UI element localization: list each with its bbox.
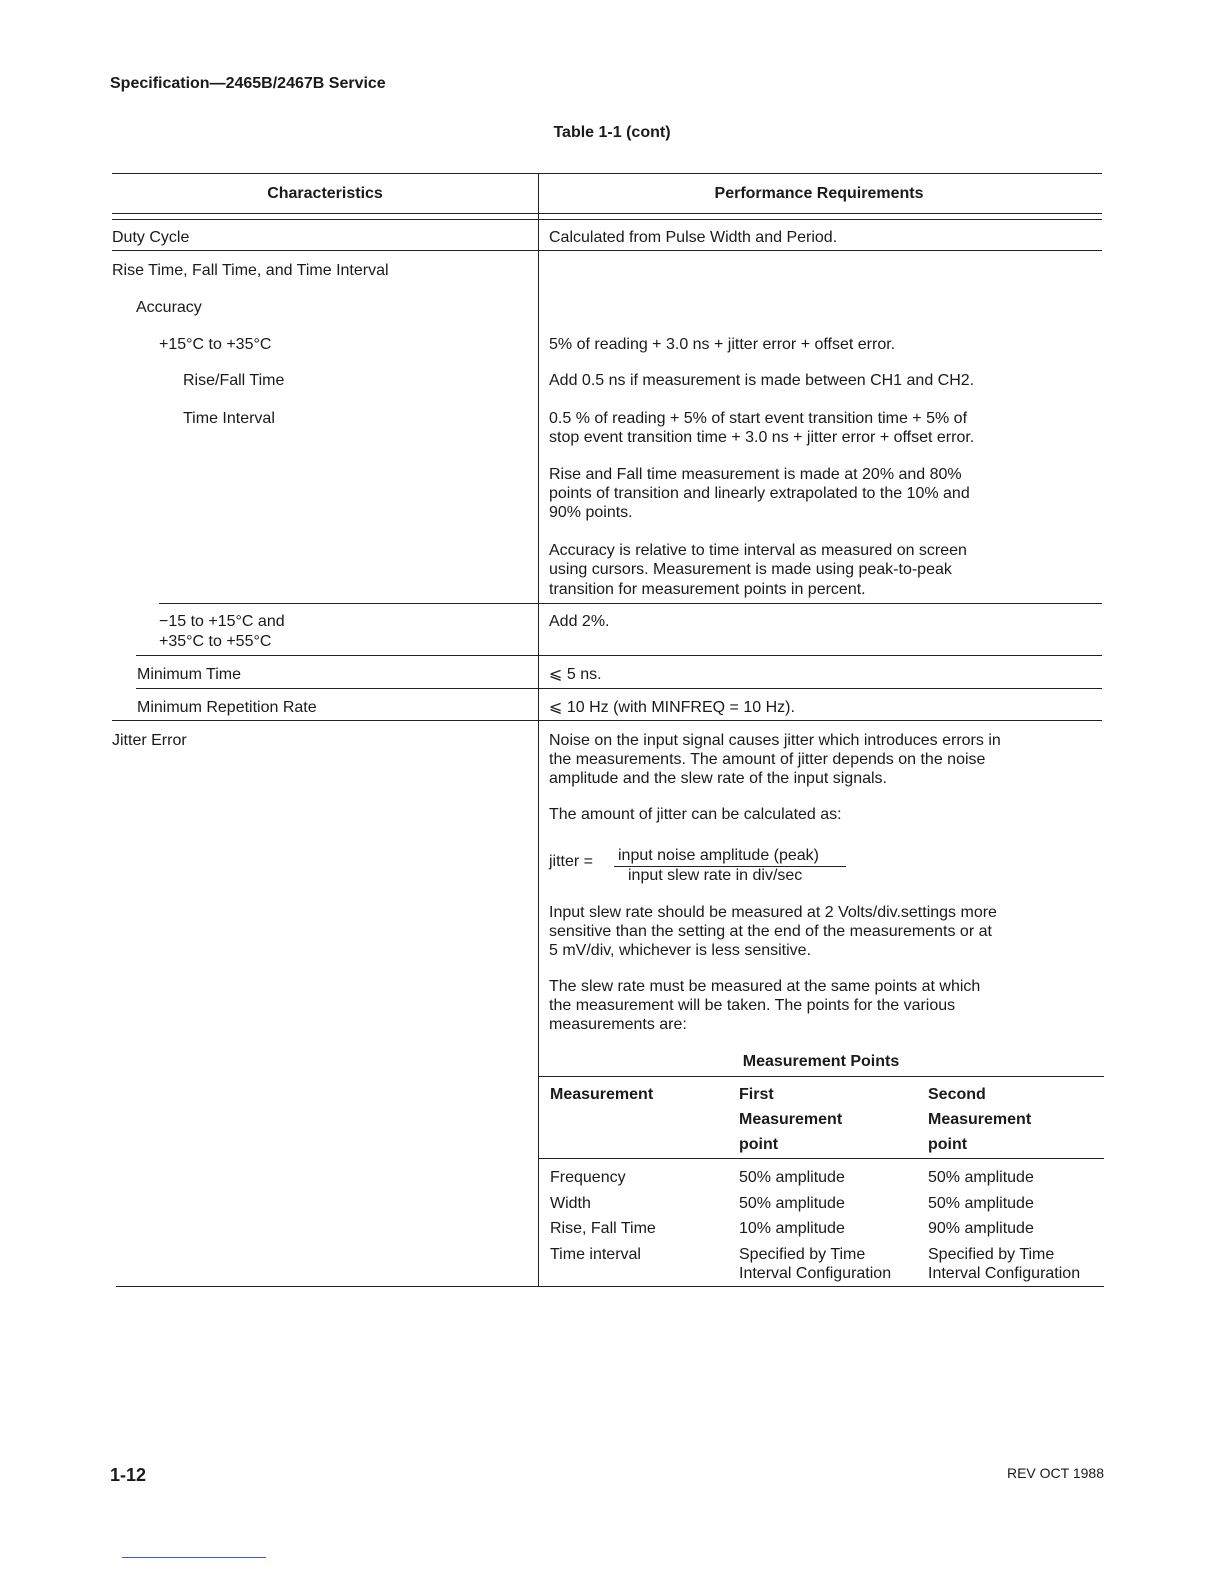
- jitter-text-line: sensitive than the setting at the end of the measurements or at: [549, 923, 992, 940]
- subtable-cell: Specified by Time: [928, 1246, 1055, 1263]
- duty-cycle-requirement: Calculated from Pulse Width and Period.: [549, 229, 838, 246]
- header-rule-2: [112, 219, 1102, 220]
- subtable-cell: 50% amplitude: [739, 1195, 845, 1212]
- row-rule: [136, 688, 1102, 689]
- subtable-cell: Width: [550, 1195, 591, 1212]
- temp-range-1-label: +15°C to +35°C: [159, 336, 272, 353]
- subtable-rule: [538, 1158, 1104, 1159]
- temp-range-1-requirement: 5% of reading + 3.0 ns + jitter error + offset error.: [549, 336, 896, 353]
- subtable-header: Measurement: [928, 1111, 1032, 1128]
- jitter-text-line: amplitude and the slew rate of the input signals.: [549, 770, 887, 787]
- temp-range-2-label-line-1: −15 to +15°C and: [159, 613, 285, 630]
- subtable-header: point: [928, 1136, 968, 1153]
- jitter-text-line: Input slew rate should be measured at 2 Volts/div.settings more: [549, 904, 997, 921]
- subtable-cell: Rise, Fall Time: [550, 1220, 656, 1237]
- jitter-text-line: the measurements. The amount of jitter depends on the noise: [549, 751, 986, 768]
- measurement-points-title: Measurement Points: [742, 1053, 900, 1070]
- note-line: points of transition and linearly extrapolated to the 10% and: [549, 485, 970, 502]
- subtable-cell: 90% amplitude: [928, 1220, 1034, 1237]
- column-header-characteristics: Characteristics: [267, 185, 383, 202]
- jitter-text-line: The amount of jitter can be calculated as:: [549, 806, 842, 823]
- rise-fall-time-requirement: Add 0.5 ns if measurement is made between CH1 and CH2.: [549, 372, 975, 389]
- accuracy-label: Accuracy: [136, 299, 202, 316]
- note-line: Rise and Fall time measurement is made at 20% and 80%: [549, 466, 962, 483]
- note-line: using cursors. Measurement is made using peak-to-peak: [549, 561, 952, 578]
- subtable-cell: 10% amplitude: [739, 1220, 845, 1237]
- header-rule-1: [112, 213, 1102, 214]
- revision-date: REV OCT 1988: [1006, 1465, 1104, 1481]
- temp-range-2-label-line-2: +35°C to +55°C: [159, 633, 272, 650]
- jitter-text-line: The slew rate must be measured at the same points at which: [549, 978, 981, 995]
- time-interval-requirement-2: stop event transition time + 3.0 ns + jitter error + offset error.: [549, 429, 975, 446]
- formula-denominator: input slew rate in div/sec: [628, 867, 803, 884]
- table-top-rule: [112, 173, 1102, 174]
- table-title: Table 1-1 (cont): [553, 124, 671, 141]
- page-number: 1-12: [110, 1465, 147, 1485]
- column-divider: [538, 173, 539, 1286]
- subtable-header: Second: [928, 1086, 986, 1103]
- subtable-cell: Specified by Time: [739, 1246, 866, 1263]
- temp-range-2-requirement: Add 2%.: [549, 613, 610, 630]
- rise-fall-label: Rise Time, Fall Time, and Time Interval: [112, 262, 389, 279]
- minimum-time-label: Minimum Time: [137, 666, 242, 683]
- subtable-header: point: [739, 1136, 779, 1153]
- jitter-text-line: 5 mV/div, whichever is less sensitive.: [549, 942, 812, 959]
- subtable-header: Measurement: [550, 1086, 654, 1103]
- jitter-text-line: Noise on the input signal causes jitter which introduces errors in: [549, 732, 1001, 749]
- jitter-error-label: Jitter Error: [112, 732, 187, 749]
- footer-blue-rule: [122, 1557, 266, 1558]
- minimum-repetition-rate-requirement: ⩽ 10 Hz (with MINFREQ = 10 Hz).: [549, 699, 795, 716]
- subtable-cell: 50% amplitude: [928, 1169, 1034, 1186]
- rise-fall-time-label: Rise/Fall Time: [183, 372, 285, 389]
- time-interval-label: Time Interval: [183, 410, 275, 427]
- table-bottom-rule: [116, 1286, 1104, 1287]
- subtable-cell: Time interval: [550, 1246, 641, 1263]
- running-header: Specification—2465B/2467B Service: [110, 75, 386, 92]
- row-rule: [136, 655, 1102, 656]
- row-rule: [159, 603, 1102, 604]
- subtable-cell: Interval Configuration: [739, 1265, 892, 1282]
- column-header-performance: Performance Requirements: [714, 185, 924, 202]
- minimum-repetition-rate-label: Minimum Repetition Rate: [137, 699, 317, 716]
- subtable-cell: 50% amplitude: [739, 1169, 845, 1186]
- note-line: transition for measurement points in percent.: [549, 581, 866, 598]
- formula-lhs: jitter =: [549, 853, 594, 870]
- subtable-cell: 50% amplitude: [928, 1195, 1034, 1212]
- row-rule: [112, 720, 1102, 721]
- note-line: 90% points.: [549, 504, 633, 521]
- time-interval-requirement-1: 0.5 % of reading + 5% of start event transition time + 5% of: [549, 410, 968, 427]
- subtable-rule: [538, 1076, 1104, 1077]
- subtable-header: Measurement: [739, 1111, 843, 1128]
- row-rule: [112, 250, 1102, 251]
- duty-cycle-label: Duty Cycle: [112, 229, 190, 246]
- subtable-cell: Interval Configuration: [928, 1265, 1081, 1282]
- subtable-header: First: [739, 1086, 774, 1103]
- subtable-cell: Frequency: [550, 1169, 626, 1186]
- jitter-text-line: the measurement will be taken. The points for the various: [549, 997, 956, 1014]
- jitter-text-line: measurements are:: [549, 1016, 687, 1033]
- formula-numerator: input noise amplitude (peak): [618, 847, 820, 864]
- minimum-time-requirement: ⩽ 5 ns.: [549, 666, 602, 683]
- note-line: Accuracy is relative to time interval as measured on screen: [549, 542, 967, 559]
